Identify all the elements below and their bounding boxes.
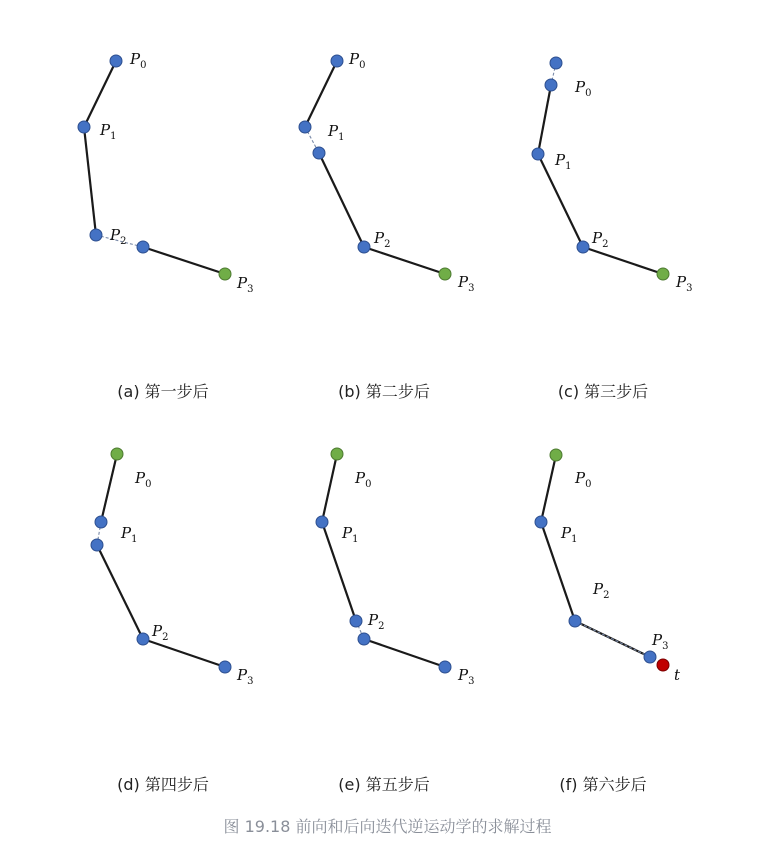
bone-segment [364, 639, 445, 667]
joint-label [120, 524, 137, 545]
joint-point [137, 241, 149, 253]
joint-label [341, 524, 358, 545]
joint-label [574, 78, 591, 99]
joint-label-subscript: 2 [378, 621, 385, 632]
joint-point [358, 633, 370, 645]
joint-point [644, 651, 656, 663]
joint-label-subscript: 1 [565, 161, 572, 172]
joint-point [439, 661, 451, 673]
joint-label-subscript: 2 [603, 590, 610, 601]
joint-point [535, 516, 547, 528]
joint-label-subscript: 0 [585, 88, 592, 99]
joint-point [91, 539, 103, 551]
bone-segment [101, 454, 117, 522]
joint-label-main: P [652, 631, 663, 649]
joint-label [591, 229, 608, 250]
joint-label [109, 226, 126, 247]
panel-caption: (e) 第五步后 [338, 775, 430, 794]
bone-segment [364, 247, 445, 274]
joint-label-subscript: 0 [585, 479, 592, 490]
joint-label-main: P [342, 524, 353, 542]
joint-label-subscript: 1 [352, 534, 359, 545]
joint-label [327, 122, 344, 143]
panel-a [78, 50, 253, 401]
joint-point [316, 516, 328, 528]
joint-label-main: P [152, 622, 163, 640]
joint-label-main: P [237, 274, 248, 292]
joint-label [236, 274, 253, 295]
panel-caption: (c) 第三步后 [557, 382, 649, 401]
joint-point [350, 615, 362, 627]
joint-label-subscript: 1 [131, 534, 138, 545]
joint-point [577, 241, 589, 253]
panel-caption: (d) 第四步后 [117, 775, 209, 794]
joint-label-main: P [374, 229, 385, 247]
joint-point [299, 121, 311, 133]
joint-label-main: P [676, 273, 687, 291]
joint-point [569, 615, 581, 627]
panel-caption: (f) 第六步后 [559, 775, 647, 794]
joint-point [111, 448, 123, 460]
joint-label-subscript: 2 [162, 632, 169, 643]
target-point [657, 659, 669, 671]
joint-point [439, 268, 451, 280]
joint-point [331, 55, 343, 67]
joint-label [134, 469, 151, 490]
joint-label [354, 469, 371, 490]
joint-label-subscript: 0 [140, 60, 147, 71]
joint-label-main: P [121, 524, 132, 542]
joint-point [550, 449, 562, 461]
joint-label-subscript: 3 [468, 676, 475, 687]
joint-label-subscript: 2 [384, 239, 391, 250]
bone-segment [583, 247, 663, 274]
joint-label-main: P [100, 121, 111, 139]
joint-label [129, 50, 146, 71]
joint-point [78, 121, 90, 133]
bone-segment [541, 455, 556, 522]
panel-d [91, 448, 253, 794]
joint-label-subscript: 1 [110, 131, 117, 142]
bone-segment [143, 247, 225, 274]
bone-segment [84, 61, 116, 127]
joint-label [574, 469, 591, 490]
joint-label-main: P [555, 151, 566, 169]
joint-label [457, 666, 474, 687]
joint-point [532, 148, 544, 160]
joint-label-main: P [458, 666, 469, 684]
joint-label-subscript: 3 [247, 284, 254, 295]
joint-label-main: P [135, 469, 146, 487]
joint-label-subscript: 0 [365, 479, 372, 490]
joint-label [457, 273, 474, 294]
bone-segment [305, 61, 337, 127]
joint-label-subscript: 1 [571, 534, 578, 545]
joint-label [675, 273, 692, 294]
joint-label-main: P [110, 226, 121, 244]
joint-point [219, 661, 231, 673]
joint-label-main: P [349, 50, 360, 68]
joint-label [554, 151, 571, 172]
joint-point [550, 57, 562, 69]
joint-label-subscript: 0 [359, 60, 366, 71]
joint-label-main: P [575, 469, 586, 487]
joint-label [99, 121, 116, 142]
panel-b [299, 50, 474, 401]
joint-point [137, 633, 149, 645]
joint-label [151, 622, 168, 643]
panel-caption: (a) 第一步后 [117, 382, 209, 401]
panel-c [532, 57, 692, 401]
bone-segment [538, 85, 551, 154]
joint-label [348, 50, 365, 71]
joint-label [651, 631, 668, 652]
joint-label [373, 229, 390, 250]
joint-point [358, 241, 370, 253]
joint-point [219, 268, 231, 280]
joint-label [592, 580, 609, 601]
joint-label-main: P [593, 580, 604, 598]
dashed-link [575, 621, 650, 657]
joint-label-main: P [237, 666, 248, 684]
joint-label-main: P [130, 50, 141, 68]
figure-caption: 图 19.18 前向和后向迭代逆运动学的求解过程 [223, 817, 552, 836]
joint-point [331, 448, 343, 460]
joint-label-subscript: 2 [602, 239, 609, 250]
joint-label-main: P [458, 273, 469, 291]
bone-segment [97, 545, 143, 639]
joint-label-subscript: 3 [247, 676, 254, 687]
joint-label-subscript: 3 [662, 641, 669, 652]
joint-point [313, 147, 325, 159]
joint-label-main: P [368, 611, 379, 629]
joint-label-subscript: 3 [468, 283, 475, 294]
joint-point [657, 268, 669, 280]
joint-label-subscript: 1 [338, 132, 345, 143]
joint-label [367, 611, 384, 632]
joint-label-main: P [355, 469, 366, 487]
panel-caption: (b) 第二步后 [338, 382, 430, 401]
joint-point [95, 516, 107, 528]
joint-label-main: t [674, 666, 681, 684]
bone-segment [319, 153, 364, 247]
joint-label-subscript: 0 [145, 479, 152, 490]
joint-label-main: P [592, 229, 603, 247]
panel-e [316, 448, 474, 794]
joint-label-main: P [575, 78, 586, 96]
joint-label-subscript: 3 [686, 283, 693, 294]
joint-label [560, 524, 577, 545]
joint-label-main: P [561, 524, 572, 542]
joint-point [545, 79, 557, 91]
joint-label [674, 666, 681, 684]
joint-label [236, 666, 253, 687]
joint-label-subscript: 2 [120, 236, 127, 247]
joint-label-main: P [328, 122, 339, 140]
bone-segment [322, 454, 337, 522]
bone-segment [84, 127, 96, 235]
panel-f [535, 449, 681, 794]
bone-segment [143, 639, 225, 667]
joint-point [110, 55, 122, 67]
joint-point [90, 229, 102, 241]
